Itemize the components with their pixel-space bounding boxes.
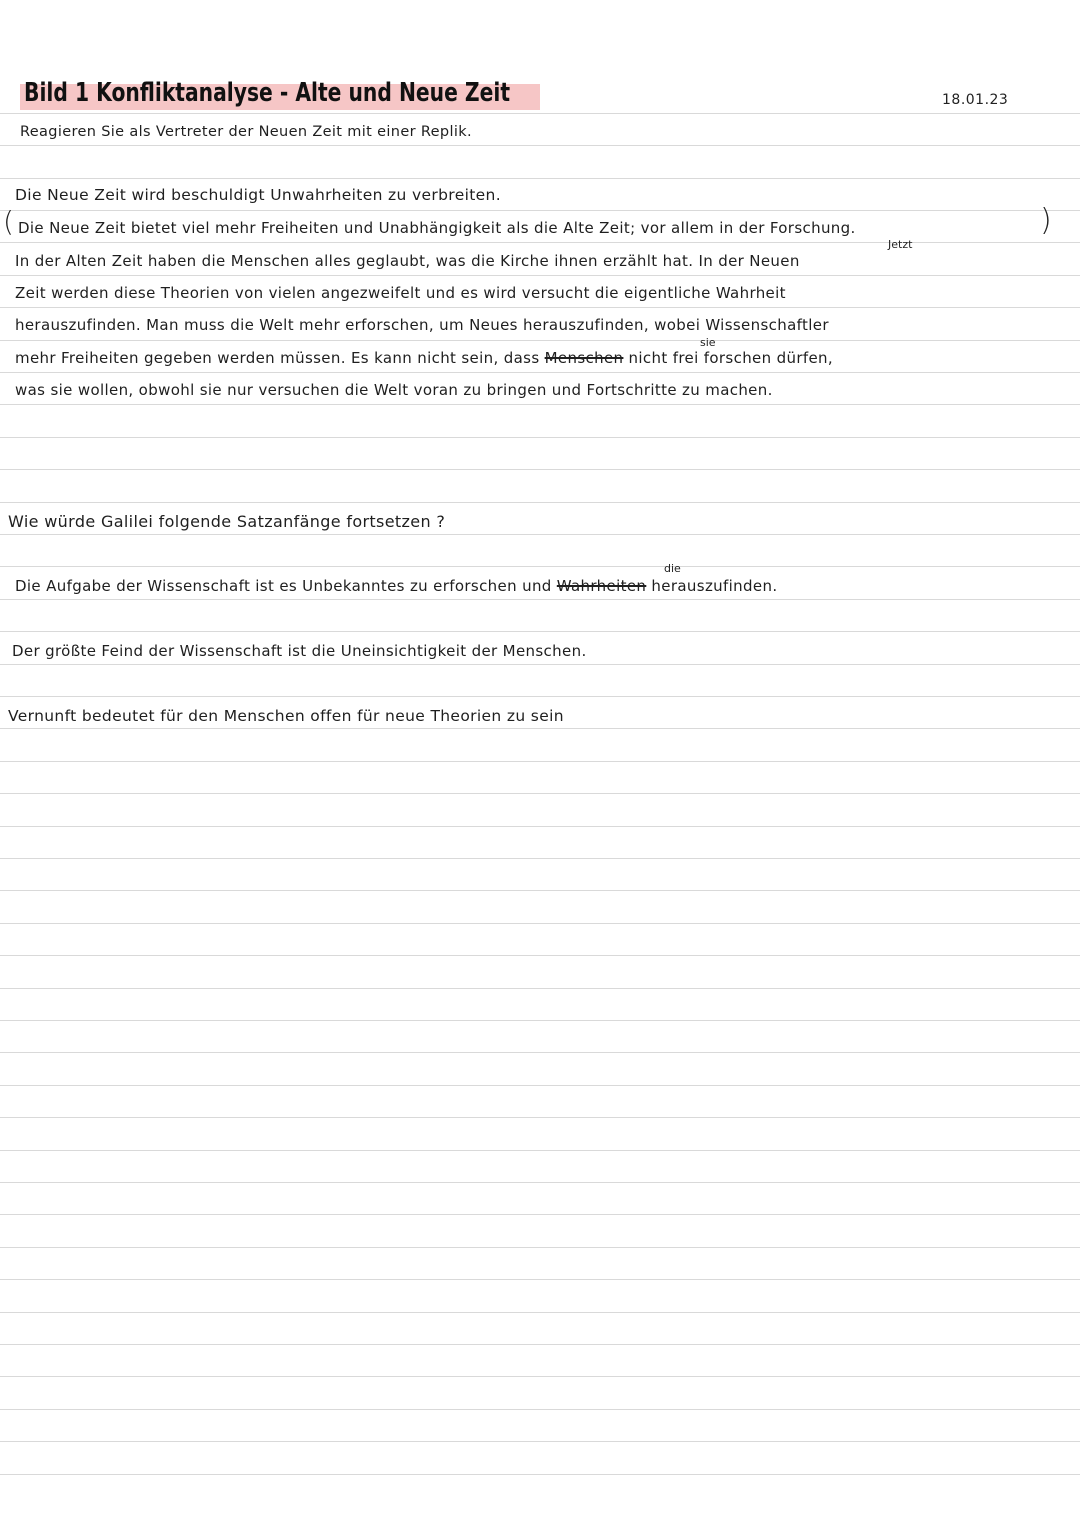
date: 18.01.23	[942, 92, 1009, 108]
replik-line-6-part-a: mehr Freiheiten gegeben werden müssen. Es kann nicht sein, dass	[15, 349, 540, 367]
ruled-line	[0, 145, 1080, 146]
ruled-line	[0, 1279, 1080, 1280]
replik-line-6	[15, 349, 833, 367]
ruled-line	[0, 890, 1080, 891]
ruled-line	[0, 1020, 1080, 1021]
ruled-line	[0, 502, 1080, 503]
ruled-line	[0, 242, 1080, 243]
galilei-question: Wie würde Galilei folgende Satzanfänge fortsetzen ?	[8, 512, 446, 531]
ruled-line	[0, 664, 1080, 665]
ruled-line	[0, 1441, 1080, 1442]
page-title: Bild 1 Konfliktanalyse - Alte und Neue Zeit	[24, 78, 511, 108]
ruled-line	[0, 307, 1080, 308]
ruled-line	[0, 566, 1080, 567]
struck-word: Menschen	[544, 349, 624, 367]
open-parenthesis: (	[3, 205, 14, 238]
insert-note-sie: sie	[700, 336, 716, 349]
galilei-answer-2: Der größte Feind der Wissenschaft ist die Uneinsichtigkeit der Menschen.	[12, 642, 587, 660]
ruled-line	[0, 858, 1080, 859]
task-instruction: Reagieren Sie als Vertreter der Neuen Zeit mit einer Replik.	[20, 124, 472, 140]
ruled-line	[0, 340, 1080, 341]
galilei-answer-1-part-a: Die Aufgabe der Wissenschaft ist es Unbekanntes zu erforschen und	[15, 577, 552, 595]
ruled-line	[0, 793, 1080, 794]
close-parenthesis: )	[1040, 203, 1052, 238]
replik-line-7: was sie wollen, obwohl sie nur versuchen die Welt voran zu bringen und Fortschritte zu machen.	[15, 381, 773, 399]
ruled-line	[0, 1409, 1080, 1410]
ruled-line	[0, 1117, 1080, 1118]
ruled-line	[0, 1344, 1080, 1345]
ruled-line	[0, 1085, 1080, 1086]
ruled-line	[0, 923, 1080, 924]
ruled-line	[0, 631, 1080, 632]
ruled-line	[0, 728, 1080, 729]
ruled-line	[0, 1214, 1080, 1215]
ruled-line	[0, 469, 1080, 470]
ruled-line	[0, 1182, 1080, 1183]
ruled-line	[0, 1052, 1080, 1053]
ruled-line	[0, 1474, 1080, 1475]
ruled-line	[0, 404, 1080, 405]
ruled-line	[0, 599, 1080, 600]
ruled-line	[0, 1247, 1080, 1248]
insert-note-jetzt: Jetzt	[888, 238, 913, 251]
galilei-answer-3: Vernunft bedeutet für den Menschen offen für neue Theorien zu sein	[8, 707, 564, 725]
replik-line-1: Die Neue Zeit wird beschuldigt Unwahrheiten zu verbreiten.	[15, 186, 501, 204]
ruled-line	[0, 1150, 1080, 1151]
ruled-line	[0, 178, 1080, 179]
ruled-line	[0, 113, 1080, 114]
replik-line-6-part-b: nicht frei forschen dürfen,	[628, 349, 834, 367]
struck-word-wahrheiten: Wahrheiten	[556, 577, 647, 595]
ruled-line	[0, 988, 1080, 989]
ruled-line	[0, 437, 1080, 438]
ruled-line	[0, 761, 1080, 762]
replik-line-2: Die Neue Zeit bietet viel mehr Freiheiten und Unabhängigkeit als die Alte Zeit; vor allem in der Forschung.	[18, 219, 856, 237]
ruled-line	[0, 534, 1080, 535]
galilei-answer-1-part-b: herauszufinden.	[651, 577, 778, 595]
insert-note-die: die	[664, 562, 681, 575]
ruled-line	[0, 1312, 1080, 1313]
ruled-line	[0, 210, 1080, 211]
ruled-line	[0, 275, 1080, 276]
ruled-line	[0, 696, 1080, 697]
ruled-line	[0, 826, 1080, 827]
ruled-line	[0, 955, 1080, 956]
replik-line-4: Zeit werden diese Theorien von vielen angezweifelt und es wird versucht die eigentliche Wahrheit	[15, 284, 786, 302]
galilei-answer-1	[15, 577, 777, 595]
replik-line-3: In der Alten Zeit haben die Menschen alles geglaubt, was die Kirche ihnen erzählt hat. In der Neuen	[15, 252, 800, 270]
ruled-line	[0, 372, 1080, 373]
replik-line-5: herauszufinden. Man muss die Welt mehr erforschen, um Neues herauszufinden, wobei Wissenschaftler	[15, 316, 829, 334]
ruled-line	[0, 1376, 1080, 1377]
